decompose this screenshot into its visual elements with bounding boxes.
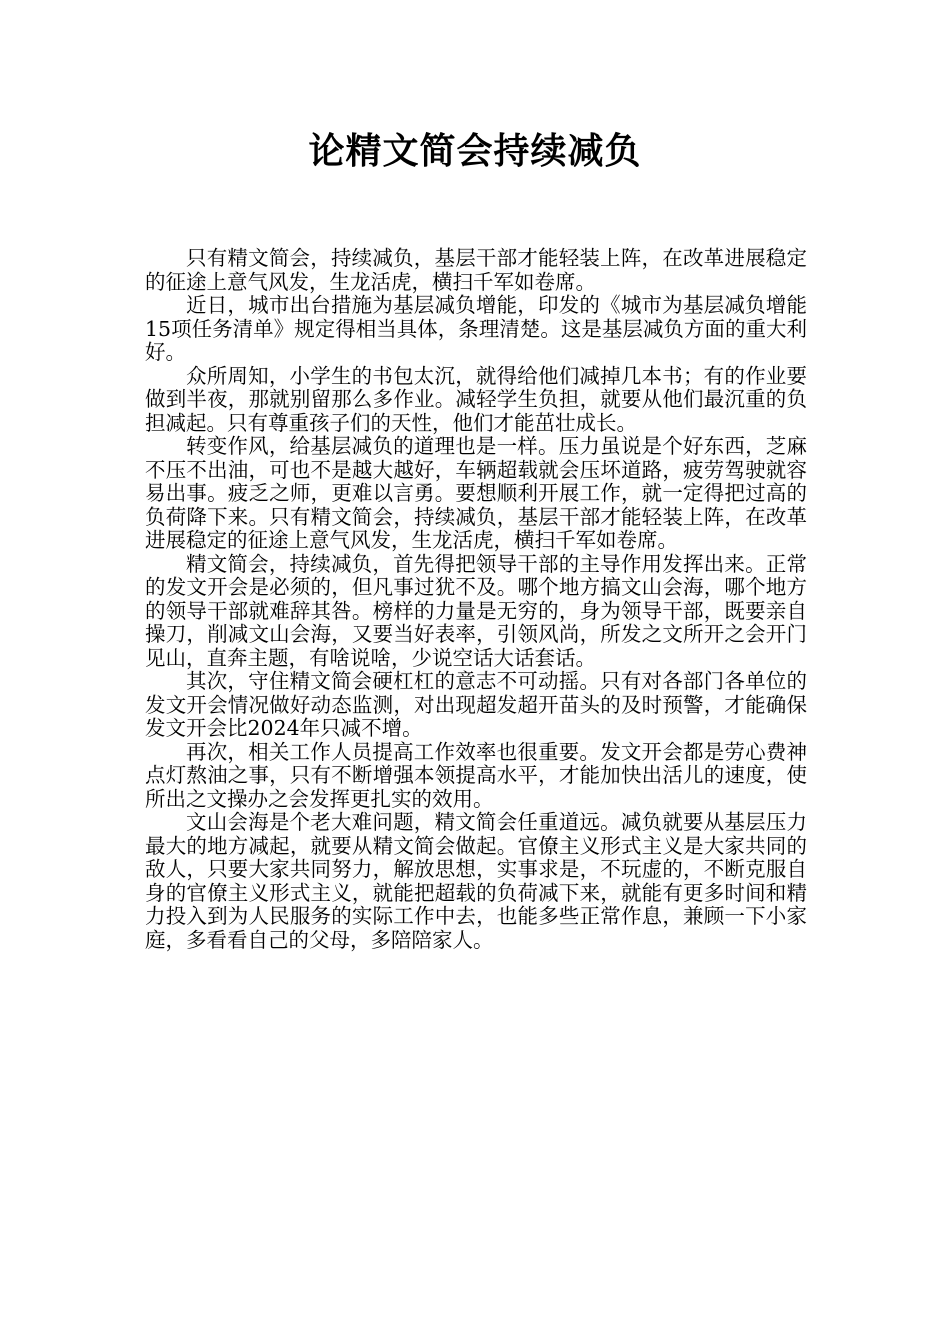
paragraph: 众所周知，小学生的书包太沉，就得给他们减掉几本书；有的作业要做到半夜，那就别留那么多作业。减轻学生负担，就要从他们最沉重的负担减起。只有尊重孩子们的天性，他们才能茁壮成长。	[145, 363, 807, 435]
paragraph: 其次，守住精文简会硬杠杠的意志不可动摇。只有对各部门各单位的发文开会情况做好动态监测，对出现超发超开苗头的及时预警，才能确保发文开会比2024年只减不增。	[145, 669, 807, 740]
paragraph: 再次，相关工作人员提高工作效率也很重要。发文开会都是劳心费神点灯熬油之事，只有不断增强本领提高水平，才能加快出活儿的速度，使所出之文操办之会发挥更扎实的效用。	[145, 739, 807, 811]
paragraph: 只有精文简会，持续减负，基层干部才能轻装上阵，在改革进展稳定的征途上意气风发，生龙活虎，横扫千军如卷席。	[145, 246, 807, 294]
document-title: 论精文简会持续减负	[308, 131, 642, 172]
paragraph: 精文简会，持续减负，首先得把领导干部的主导作用发挥出来。正常的发文开会是必须的，但凡事过犹不及。哪个地方搞文山会海，哪个地方的领导干部就难辞其咎。榜样的力量是无穷的，身为领导干部，既要亲自操刀，削减文山会海，又要当好表率，引领风尚，所发之文所开之会开门见山，直奔主题，有啥说啥，少说空话大话套话。	[145, 551, 807, 670]
document-body	[145, 247, 807, 952]
paragraph: 文山会海是个老大难问题，精文简会任重道远。减负就要从基层压力最大的地方减起，就要从精文简会做起。官僚主义形式主义是大家共同的敌人，只要大家共同努力，解放思想，实事求是，不玩虚的，不断克服自身的官僚主义形式主义，就能把超载的负荷减下来，就能有更多时间和精力投入到为人民服务的实际工作中去，也能多些正常作息，兼顾一下小家庭，多看看自己的父母，多陪陪家人。	[145, 810, 807, 952]
paragraph: 近日，城市出台措施为基层减负增能，印发的《城市为基层减负增能15项任务清单》规定得相当具体，条理清楚。这是基层减负方面的重大利好。	[145, 293, 807, 364]
paragraph: 转变作风，给基层减负的道理也是一样。压力虽说是个好东西，芝麻不压不出油，可也不是越大越好，车辆超载就会压坏道路，疲劳驾驶就容易出事。疲乏之师，更难以言勇。要想顺利开展工作，就一定得把过高的负荷降下来。只有精文简会，持续减负，基层干部才能轻装上阵，在改革进展稳定的征途上意气风发，生龙活虎，横扫千军如卷席。	[145, 434, 807, 552]
